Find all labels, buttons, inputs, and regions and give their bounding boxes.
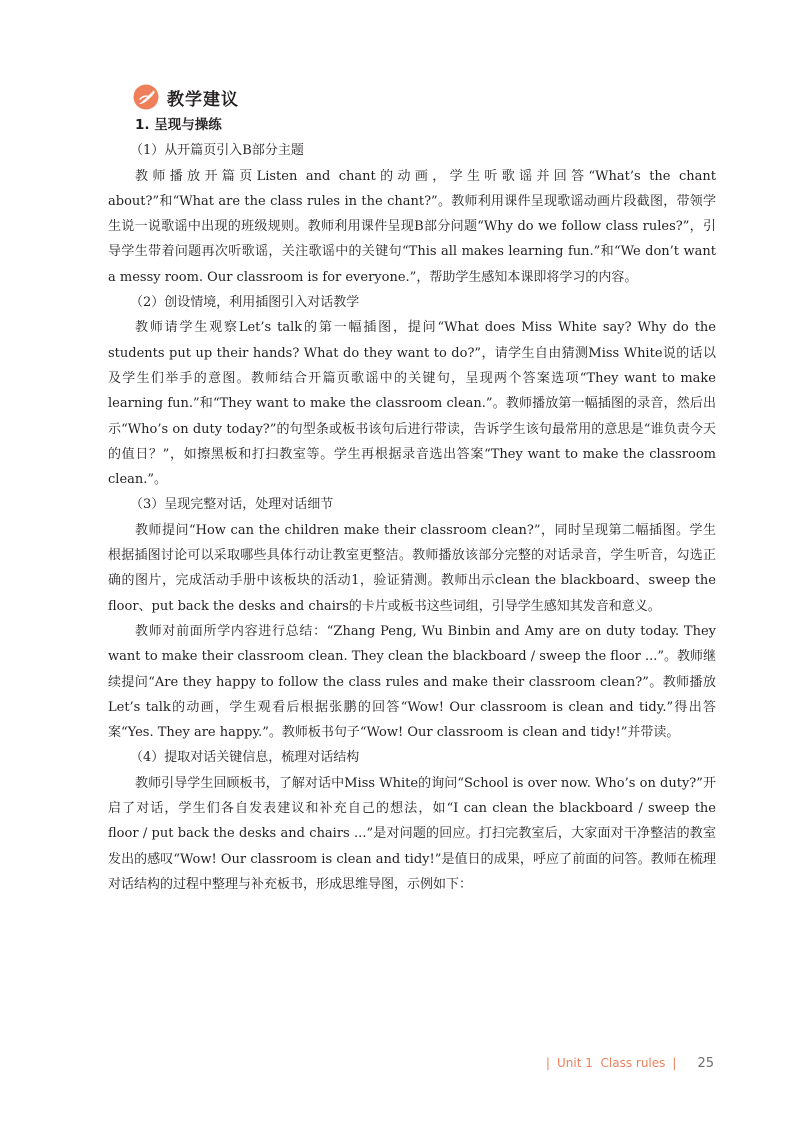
body-text [108, 113, 716, 897]
paragraph-1: 教师播放开篇页Listen and chant的动画，学生听歌谣并回答“What’s the chant about?”和“What are the class rules in the chant?”。教师利用课件呈现歌谣动画片段截图，带领学生说一说歌谣中出现的班级规则。教师利用课件呈现B部分问题“Why do we follow class rules?”，引导学生带着问题再次听歌谣，关注歌谣中的关键句“This all makes learning fun.”和“We don’t want a messy room. Our classroom is for everyone.”，帮助学生感知本课即将学习的内容。 [108, 168, 716, 285]
footer-unit: Unit 1 [556, 1056, 593, 1070]
paragraph-2: 教师请学生观察Let’s talk的第一幅插图，提问“What does Miss White say? Why do the students put up their hands? What do they want to do?”，请学生自由猜测Miss White说的话以及学生们举手的意图。教师结合开篇页歌谣中的关键句，呈现两个答案选项“They want to make learning fun.”和“They want to make the classroom clean.”。教师播放第一幅插图的录音，然后出示“Who’s on duty today?”的句型条或板书该句后进行带读，告诉学生该句最常用的意思是“谁负责今天的值日？”，如擦黑板和打扫教室等。学生再根据录音选出答案“They want to make the classroom clean.”。 [108, 320, 716, 488]
section-title: 1. 呈现与操练 [135, 117, 222, 133]
subsection-1-title: （1）从开篇页引入B部分主题 [130, 143, 304, 159]
heading-title: 教学建议 [167, 89, 239, 110]
paragraph-5: 教师引导学生回顾板书，了解对话中Miss White的询问“School is over now. Who’s on duty?”开启了对话，学生们各自发表建议和补充自己的想法，如“I can clean the blackboard / sweep the floor / put back the desks and chairs ...”是对问题的回应。打扫完教室后，大家面对干净整洁的教室发出的感叹“Wow! Our classroom is clean and tidy!”是值日的成果，呼应了前面的问答。教师在梳理对话结构的过程中整理与补充板书，形成思维导图，示例如下： [108, 775, 716, 892]
subsection-2-title: （2）创设情境，利用插图引入对话教学 [130, 295, 360, 311]
subsection-4-title: （4）提取对话关键信息，梳理对话结构 [130, 750, 360, 766]
paragraph-4: 教师对前面所学内容进行总结：“Zhang Peng, Wu Binbin and Amy are on duty today. They want to make their classroom clean. They clean the blackboard / sweep the floor ...”。教师继续提问“Are they happy to follow the class rules and make their classroom clean?”。教师播放Let’s talk的动画，学生观看后根据张鹏的回答“Wow! Our classroom is clean and tidy.”得出答案“Yes. They are happy.”。教师板书句子“Wow! Our classroom is clean and tidy!”并带读。 [108, 623, 717, 741]
footer-separator-right: | [672, 1056, 677, 1070]
paragraph-3: 教师提问“How can the children make their classroom clean?”，同时呈现第二幅插图。学生根据插图讨论可以采取哪些具体行动让教室更整洁。教师播放该部分完整的对话录音，学生听音，勾选正确的图片，完成活动手册中该板块的活动1，验证猜测。教师出示clean the blackboard、sweep the floor、put back the desks and chairs的卡片或板书这些词组，引导学生感知其发音和意义。 [108, 522, 716, 614]
footer-unit-title: Class rules [600, 1056, 666, 1070]
subsection-3-title: （3）呈现完整对话，处理对话细节 [130, 497, 334, 513]
page-number: 25 [697, 1056, 714, 1071]
pencil-badge-icon [133, 84, 159, 110]
section-heading [133, 84, 239, 110]
page-footer [539, 1056, 714, 1071]
footer-separator-left: | [545, 1056, 550, 1070]
